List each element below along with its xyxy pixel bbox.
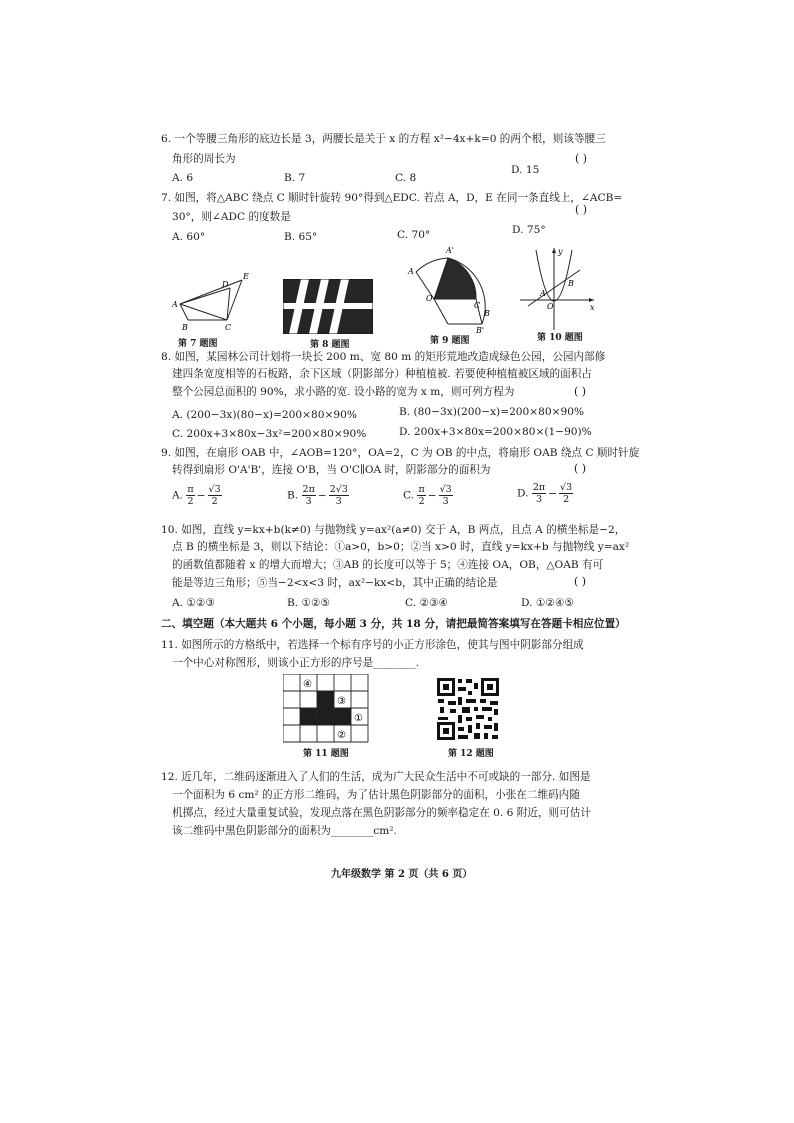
figure-7 <box>170 268 260 338</box>
q8-option-c: C. 200x+3×80x−3x²=200×80×90% <box>172 428 367 440</box>
q9-a-frac1 <box>186 484 194 507</box>
q6-line2: 角形的周长为 <box>172 153 236 165</box>
q11-line2: 一个中心对称图形，则该小正方形的序号是________. <box>172 657 420 669</box>
q9-c-n1: π <box>418 484 425 495</box>
q9-d-frac1 <box>532 482 546 505</box>
fig9-label-c: C <box>474 301 481 310</box>
fig7-label-d: D <box>222 280 229 289</box>
q8-option-b: B. (80−3x)(200−x)=200×80×90% <box>399 406 585 418</box>
q6-option-d: D. 15 <box>511 164 540 176</box>
q9-a-d1: 2 <box>187 496 194 507</box>
q9-d-label: D. <box>517 487 529 500</box>
q9-b-frac1 <box>302 484 316 507</box>
q12-line4: 该二维码中黑色阴影部分的面积为________cm². <box>172 825 397 837</box>
q10-option-b: B. ①②⑤ <box>287 597 331 609</box>
q6-paren: ( ) <box>575 152 588 165</box>
q9-option-d <box>517 482 573 505</box>
q11-line1: 11. 如图所示的方格纸中，若选择一个标有序号的小正方形涂色，使其与图中阴影部分组成 <box>161 639 584 651</box>
fig9-label-o: O <box>426 294 433 303</box>
q9-d-d1: 3 <box>535 494 543 505</box>
q6-line1: 6. 一个等腰三角形的底边长是 3，两腰长是关于 x 的方程 x²−4x+k=0 的两个根，则该等腰三 <box>161 133 606 145</box>
figure-12-qr-code <box>436 677 500 741</box>
q10-option-a: A. ①②③ <box>172 597 215 609</box>
q9-c-d1: 2 <box>418 496 425 507</box>
q9-paren: ( ) <box>574 462 587 475</box>
q9-b-frac2 <box>329 484 349 507</box>
q9-d-n1: 2π <box>532 482 546 493</box>
q9-option-c <box>403 484 453 507</box>
q9-option-b <box>287 484 349 507</box>
q9-b-label: B. <box>287 489 299 502</box>
q8-paren: ( ) <box>574 385 587 398</box>
q9-d-op: − <box>548 487 558 500</box>
q9-c-label: C. <box>403 489 415 502</box>
fig10-label-a: A <box>540 289 546 298</box>
fig7-label-b: B <box>182 323 188 332</box>
q9-line1: 9. 如图，在扇形 OAB 中，∠AOB=120°，OA=2，C 为 OB 的中点，将扇形 OAB 绕点 C 顺时针旋 <box>161 447 640 459</box>
q9-b-n2: 2√3 <box>329 484 348 495</box>
grid-label-3: ③ <box>337 696 346 707</box>
q7-line2: 30°，则∠ADC 的度数是 <box>172 211 291 223</box>
fig9-label-a-prime: A' <box>446 246 454 255</box>
q7-option-c: C. 70° <box>397 229 431 241</box>
figure-9 <box>404 244 500 334</box>
q6-option-a: A. 6 <box>172 172 194 184</box>
q7-paren: ( ) <box>575 203 588 216</box>
fig8-caption: 第 8 题图 <box>310 340 350 350</box>
figure-10 <box>514 244 600 332</box>
q8-line3: 整个公园总面积的 90%，求小路的宽. 设小路的宽为 x m，则可列方程为 <box>172 386 515 398</box>
q9-c-n2: √3 <box>439 484 452 495</box>
q9-b-d1: 3 <box>305 496 312 507</box>
q9-b-d2: 3 <box>335 496 342 507</box>
q8-option-a: A. (200−3x)(80−x)=200×80×90% <box>172 409 357 421</box>
q7-option-d: D. 75° <box>512 224 546 236</box>
q9-c-op: − <box>427 489 437 502</box>
fig7-label-c: C <box>225 323 232 332</box>
q12-line2: 一个面积为 6 cm² 的正方形二维码，为了估计黑色阴影部分的面积，小张在二维码内随 <box>172 789 580 801</box>
q9-a-d2: 2 <box>211 496 218 507</box>
q10-line1: 10. 如图，直线 y=kx+b(k≠0) 与抛物线 y=ax²(a≠0) 交于 A，B 两点，且点 A 的横坐标是−2， <box>161 524 626 536</box>
q9-a-n2: √3 <box>208 484 221 495</box>
q9-b-op: − <box>317 489 327 502</box>
q9-a-op: − <box>196 489 206 502</box>
page-footer: 九年级数学 第 2 页（共 6 页） <box>331 869 473 880</box>
q9-a-n1: π <box>187 484 194 495</box>
q9-a-label: A. <box>172 489 184 502</box>
figure-8 <box>283 279 373 334</box>
q6-option-b: B. 7 <box>284 172 306 184</box>
q12-line3: 机掷点，经过大量重复试验，发现点落在黑色阴影部分的频率稳定在 0. 6 附近，则可估计 <box>172 807 591 819</box>
grid-label-4: ④ <box>303 679 312 690</box>
q6-option-c: C. 8 <box>395 172 417 184</box>
fig9-label-a: A <box>408 267 414 276</box>
fig11-caption: 第 11 题图 <box>303 749 349 759</box>
q9-d-n2: √3 <box>560 482 573 493</box>
q9-line2: 转得到扇形 O'A'B'，连接 O'B，当 O'C∥OA 时，阴影部分的面积为 <box>172 464 491 476</box>
q8-line2: 建四条宽度相等的石板路，余下区域（阴影部分）种植植被. 若要使种植植被区域的面积占 <box>172 368 592 380</box>
q9-c-d2: 3 <box>442 496 449 507</box>
q10-option-d: D. ①②④⑤ <box>521 597 574 609</box>
fig10-label-x: x <box>590 303 595 312</box>
q9-c-frac2 <box>439 484 453 507</box>
q10-line2: 点 B 的横坐标是 3，则以下结论：①a>0，b>0；②当 x>0 时，直线 y=kx+b 与抛物线 y=ax² <box>172 541 630 553</box>
fig10-label-b: B <box>568 279 574 288</box>
q10-line3: 的函数值都随着 x 的增大而增大；③AB 的长度可以等于 5；④连接 OA，OB，△OAB 有可 <box>172 559 604 571</box>
q12-line1: 12. 近几年，二维码逐渐进入了人们的生活，成为广大民众生活中不可或缺的一部分. 如图是 <box>161 771 591 783</box>
grid-label-2: ② <box>337 730 346 741</box>
fig7-label-a: A <box>172 300 178 309</box>
fig10-label-y: y <box>558 247 563 256</box>
fig9-label-b-prime: B' <box>476 326 485 334</box>
q9-d-frac2 <box>559 482 573 505</box>
q8-option-d: D. 200x+3×80x=200×80×(1−90)% <box>399 426 592 438</box>
fig12-caption: 第 12 题图 <box>448 749 494 759</box>
fig7-caption: 第 7 题图 <box>178 339 218 349</box>
q9-a-frac2 <box>208 484 222 507</box>
fig9-label-b: B <box>484 309 490 318</box>
fig10-label-o: O <box>547 302 554 311</box>
q8-line1: 8. 如图，某园林公司计划将一块长 200 m、宽 80 m 的矩形荒地改造成绿色公园，公园内部修 <box>161 351 606 363</box>
q9-d-d2: 2 <box>563 494 570 505</box>
figure-11-grid <box>283 674 371 744</box>
q7-option-b: B. 65° <box>284 231 318 243</box>
q7-option-a: A. 60° <box>172 231 206 243</box>
fig9-caption: 第 9 题图 <box>430 336 470 346</box>
q10-paren: ( ) <box>574 575 587 588</box>
grid-label-1: ① <box>354 713 363 724</box>
q10-line4: 能是等边三角形；⑤当−2<x<3 时，ax²−kx<b，其中正确的结论是 <box>172 577 498 589</box>
q9-b-n1: 2π <box>302 484 315 495</box>
fig10-caption: 第 10 题图 <box>537 333 583 343</box>
q10-option-c: C. ②③④ <box>405 597 448 609</box>
q9-c-frac1 <box>417 484 425 507</box>
q9-option-a <box>172 484 222 507</box>
fig7-label-e: E <box>243 272 249 281</box>
section-2-title: 二、填空题（本大题共 6 个小题，每小题 3 分，共 18 分，请把最简答案填写在答题卡相应位置） <box>161 618 626 630</box>
q7-line1: 7. 如图，将△ABC 绕点 C 顺时针旋转 90°得到△EDC. 若点 A，D，E 在同一条直线上，∠ACB= <box>161 192 623 204</box>
